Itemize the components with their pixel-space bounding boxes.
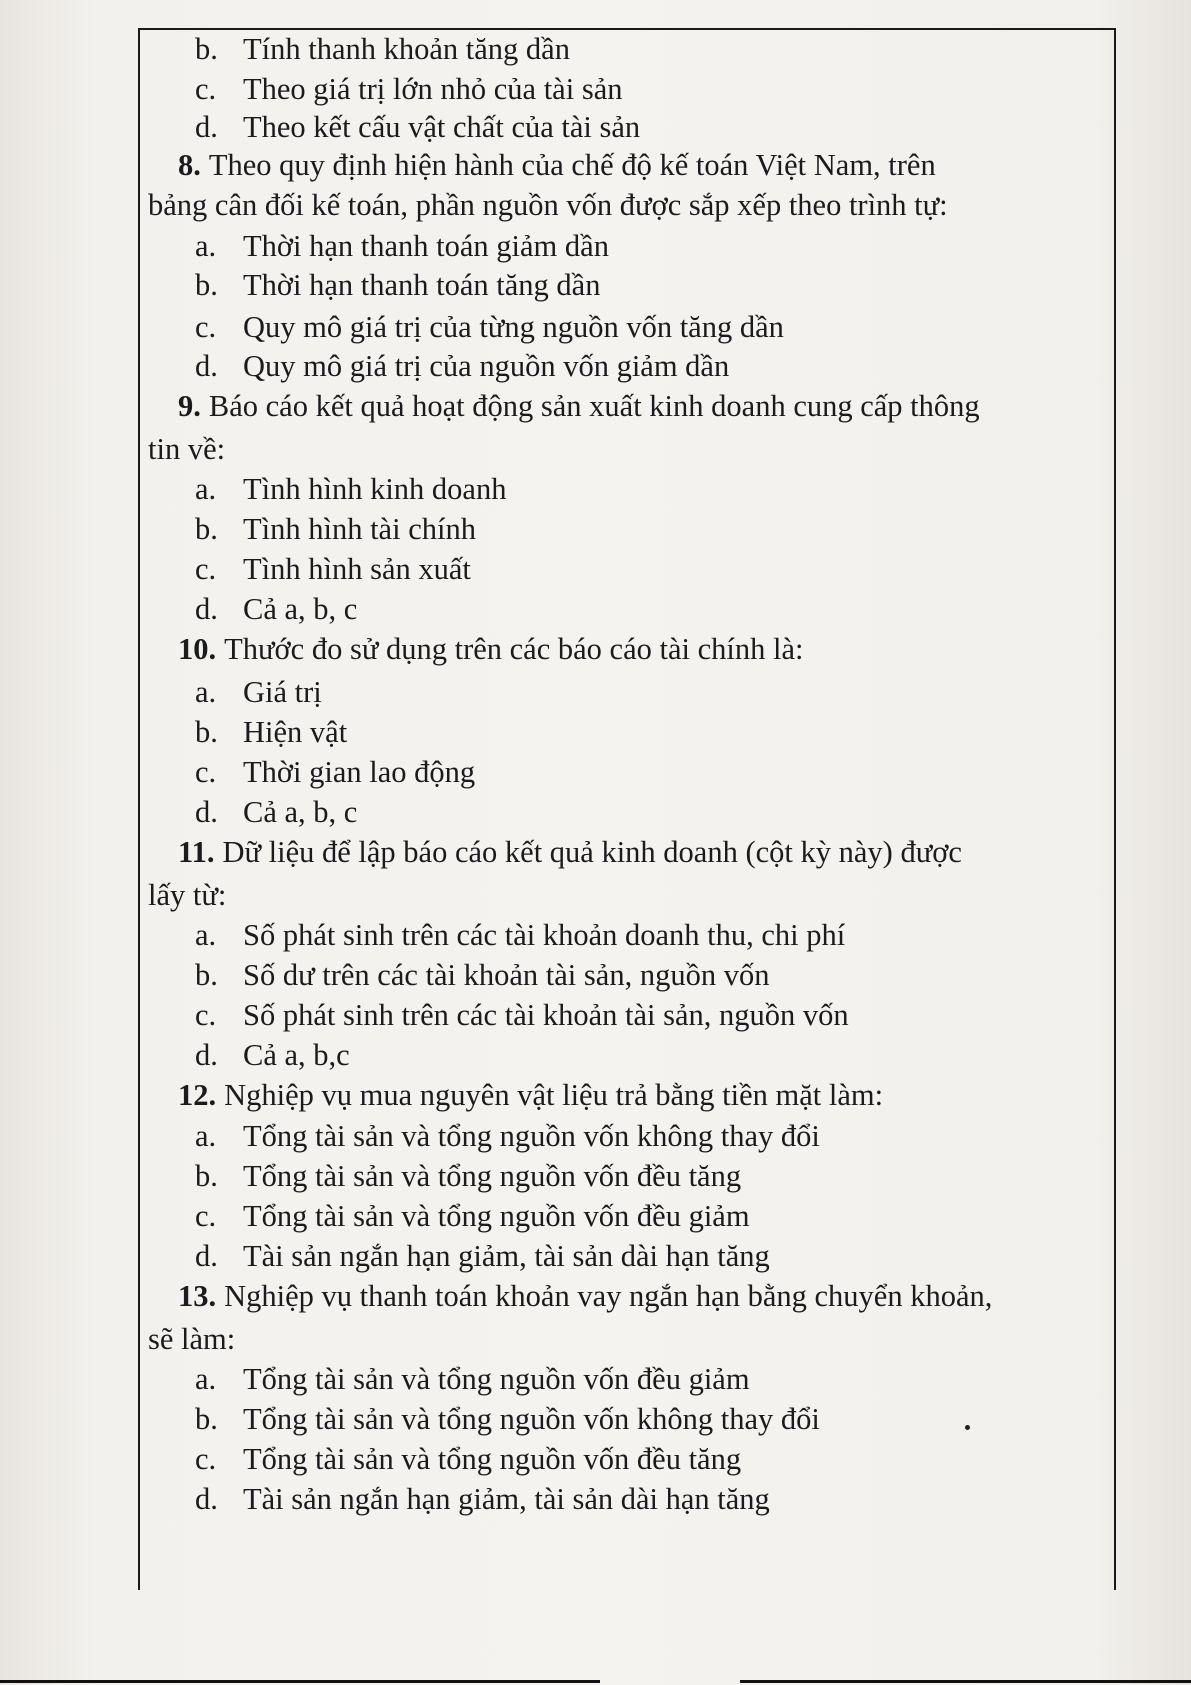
option-letter: d. — [195, 1038, 218, 1072]
option-letter: c. — [195, 755, 217, 789]
option-text: Cả a, b, c — [243, 795, 358, 829]
answer-option — [195, 30, 570, 68]
answer-option — [195, 1197, 750, 1235]
option-text: Cả a, b,c — [243, 1038, 350, 1072]
answer-option — [195, 227, 609, 265]
question-number: 10. — [178, 632, 217, 666]
answer-option — [195, 550, 471, 588]
option-text: Theo kết cấu vật chất của tài sản — [243, 110, 641, 144]
option-letter: a. — [195, 229, 217, 263]
option-letter: b. — [195, 512, 218, 546]
question-continuation: bảng cân đối kế toán, phần nguồn vốn được sắp xếp theo trình tự: — [148, 188, 948, 222]
ink-dot — [965, 1425, 970, 1430]
footer-rule — [0, 1680, 600, 1683]
option-letter: a. — [195, 472, 217, 506]
answer-option — [195, 1036, 350, 1074]
option-text: Tổng tài sản và tổng nguồn vốn đều tăng — [243, 1159, 742, 1193]
option-letter: c. — [195, 310, 217, 344]
question-stem — [178, 146, 936, 184]
answer-option — [195, 510, 476, 548]
answer-option — [195, 916, 845, 954]
question-number: 9. — [178, 389, 201, 423]
option-text: Tài sản ngắn hạn giảm, tài sản dài hạn tăng — [243, 1239, 770, 1273]
option-text: Thời gian lao động — [243, 755, 476, 789]
option-text: Quy mô giá trị của từng nguồn vốn tăng dần — [243, 310, 784, 344]
option-letter: b. — [195, 268, 218, 302]
question-continuation: sẽ làm: — [148, 1322, 236, 1356]
answer-option — [195, 1400, 820, 1438]
answer-option — [195, 1440, 741, 1478]
option-text: Tổng tài sản và tổng nguồn vốn không thay đổi — [243, 1402, 820, 1436]
question-number: 11. — [178, 835, 215, 869]
answer-option — [195, 1480, 770, 1518]
option-letter: c. — [195, 1199, 217, 1233]
answer-option — [195, 956, 769, 994]
option-text: Quy mô giá trị của nguồn vốn giảm dần — [243, 349, 730, 383]
question-text: Nghiệp vụ mua nguyên vật liệu trả bằng tiền mặt làm: — [224, 1078, 884, 1112]
option-letter: c. — [195, 72, 217, 106]
option-letter: d. — [195, 110, 218, 144]
option-letter: c. — [195, 998, 217, 1032]
answer-option — [195, 1157, 741, 1195]
question-text: Theo quy định hiện hành của chế độ kế toán Việt Nam, trên — [208, 148, 936, 182]
option-letter: a. — [195, 1119, 217, 1153]
option-text: Cả a, b, c — [243, 592, 358, 626]
question-stem — [178, 387, 980, 425]
option-text: Số phát sinh trên các tài khoản tài sản, nguồn vốn — [243, 998, 849, 1032]
option-text: Tính thanh khoản tăng dần — [243, 32, 570, 66]
option-letter: b. — [195, 1159, 218, 1193]
question-stem — [178, 1277, 992, 1315]
answer-option — [195, 108, 640, 146]
question-continuation: tin về: — [148, 432, 226, 466]
option-letter: b. — [195, 1402, 218, 1436]
option-text: Theo giá trị lớn nhỏ của tài sản — [243, 72, 623, 106]
answer-option — [195, 590, 357, 628]
option-text: Tổng tài sản và tổng nguồn vốn không thay đổi — [243, 1119, 820, 1153]
option-text: Tổng tài sản và tổng nguồn vốn đều tăng — [243, 1442, 742, 1476]
option-text: Tình hình tài chính — [243, 512, 476, 546]
option-text: Hiện vật — [243, 715, 348, 749]
option-letter: a. — [195, 675, 217, 709]
question-number: 13. — [178, 1279, 217, 1313]
option-letter: d. — [195, 1239, 218, 1273]
question-text: Thước đo sử dụng trên các báo cáo tài chính là: — [224, 632, 804, 666]
option-text: Tài sản ngắn hạn giảm, tài sản dài hạn tăng — [243, 1482, 770, 1516]
answer-option — [195, 308, 784, 346]
answer-option — [195, 673, 322, 711]
option-letter: a. — [195, 1362, 217, 1396]
answer-option — [195, 713, 347, 751]
question-stem — [178, 1076, 883, 1114]
answer-option — [195, 347, 729, 385]
answer-option — [195, 1360, 750, 1398]
option-text: Số dư trên các tài khoản tài sản, nguồn vốn — [243, 958, 770, 992]
option-letter: d. — [195, 795, 218, 829]
option-text: Tổng tài sản và tổng nguồn vốn đều giảm — [243, 1362, 750, 1396]
option-text: Tổng tài sản và tổng nguồn vốn đều giảm — [243, 1199, 750, 1233]
question-text: Nghiệp vụ thanh toán khoản vay ngắn hạn bằng chuyển khoản, — [224, 1279, 993, 1313]
option-letter: d. — [195, 1482, 218, 1516]
question-stem — [178, 833, 962, 871]
option-letter: b. — [195, 958, 218, 992]
question-text: Báo cáo kết quả hoạt động sản xuất kinh doanh cung cấp thông — [208, 389, 980, 423]
option-text: Tình hình kinh doanh — [243, 472, 507, 506]
answer-option — [195, 996, 849, 1034]
option-text: Tình hình sản xuất — [243, 552, 471, 586]
question-stem — [178, 630, 803, 668]
footer-rule — [740, 1680, 1191, 1683]
answer-option — [195, 70, 622, 108]
option-letter: c. — [195, 552, 217, 586]
option-letter: d. — [195, 592, 218, 626]
answer-option — [195, 470, 506, 508]
question-number: 8. — [178, 148, 201, 182]
option-text: Thời hạn thanh toán giảm dần — [243, 229, 609, 263]
option-text: Giá trị — [243, 675, 322, 709]
option-text: Số phát sinh trên các tài khoản doanh thu, chi phí — [243, 918, 846, 952]
option-letter: a. — [195, 918, 217, 952]
question-continuation: lấy từ: — [148, 878, 227, 912]
option-letter: b. — [195, 715, 218, 749]
option-letter: d. — [195, 349, 218, 383]
answer-option — [195, 266, 600, 304]
answer-option — [195, 753, 475, 791]
question-text: Dữ liệu để lập báo cáo kết quả kinh doanh (cột kỳ này) được — [222, 835, 962, 869]
option-letter: b. — [195, 32, 218, 66]
question-number: 12. — [178, 1078, 217, 1112]
option-letter: c. — [195, 1442, 217, 1476]
option-text: Thời hạn thanh toán tăng dần — [243, 268, 601, 302]
answer-option — [195, 1117, 820, 1155]
answer-option — [195, 793, 357, 831]
answer-option — [195, 1237, 770, 1275]
